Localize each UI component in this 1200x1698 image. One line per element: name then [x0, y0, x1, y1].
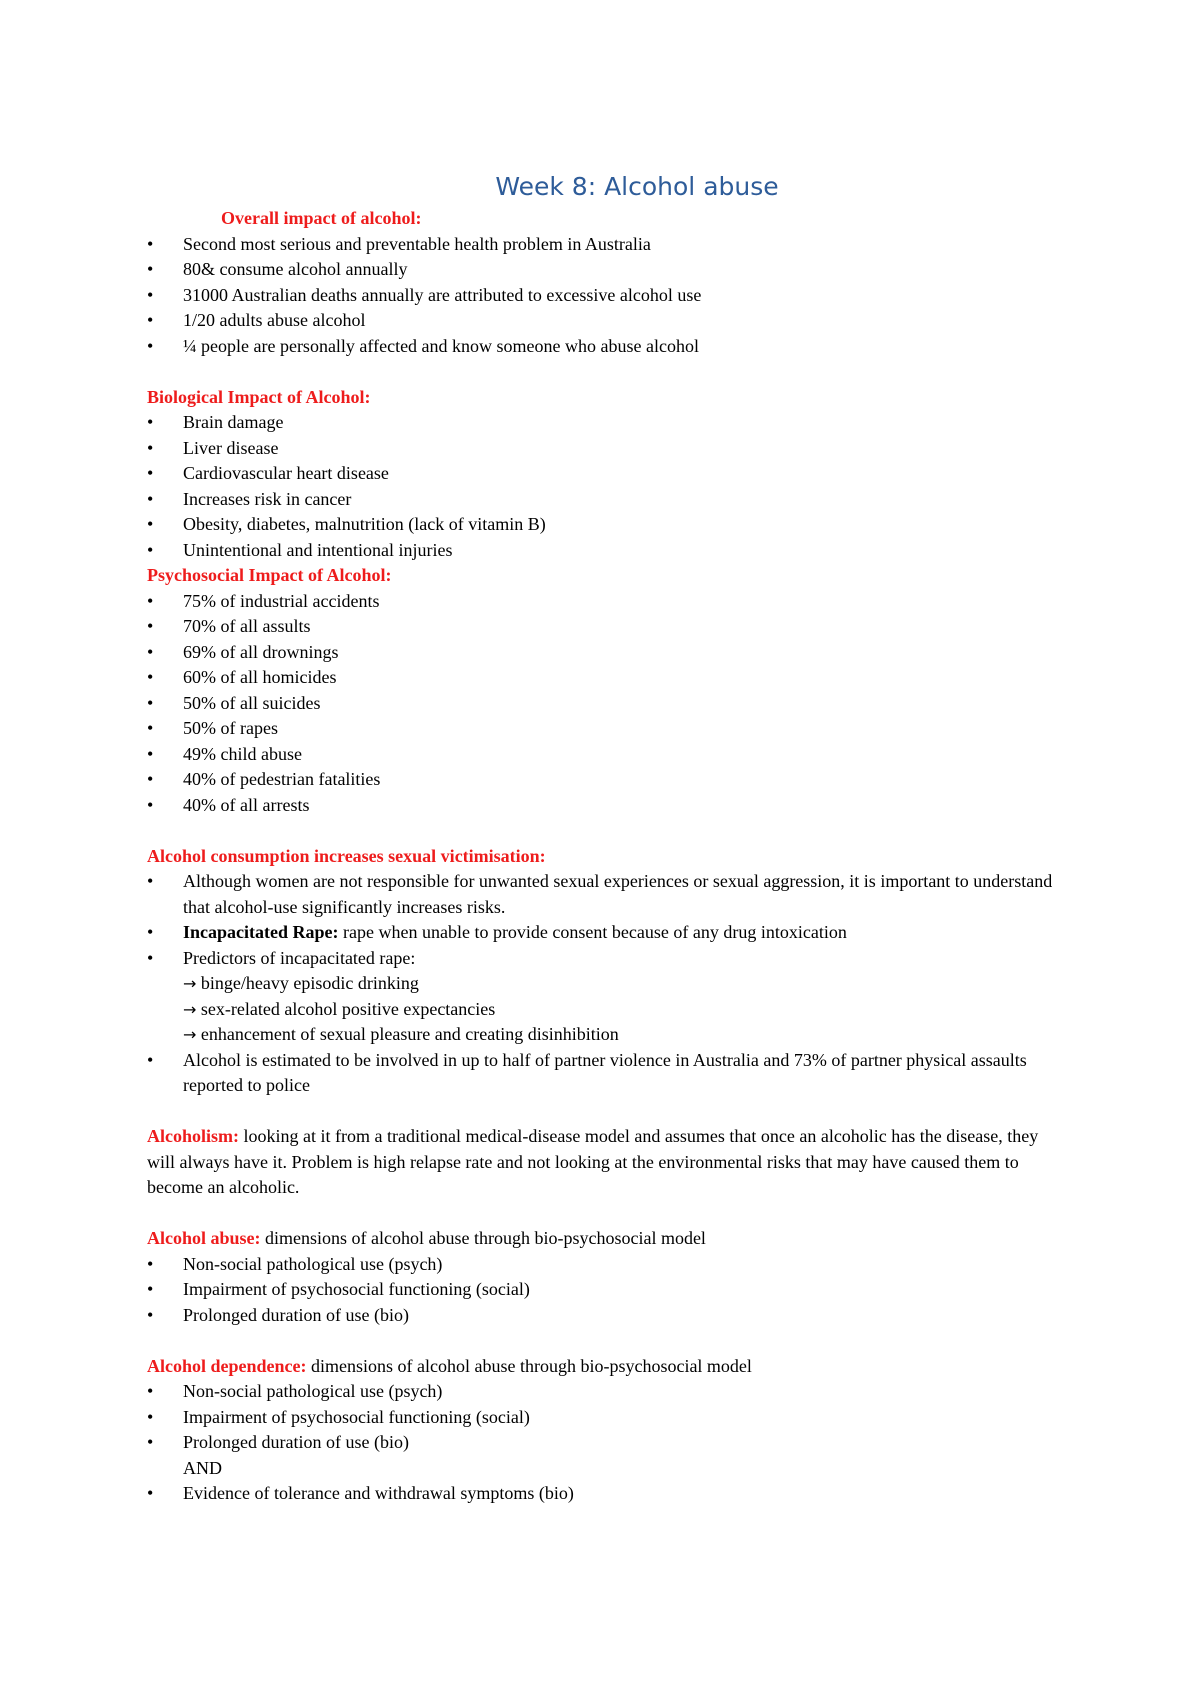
- predictor-text: enhancement of sexual pleasure and creating disinhibition: [196, 1024, 619, 1044]
- list-item: • 50% of rapes: [147, 716, 1067, 742]
- overall-impact-heading: Overall impact of alcohol:: [221, 208, 422, 228]
- list-item: • 40% of pedestrian fatalities: [147, 767, 1067, 793]
- list-item: • Although women are not responsible for unwanted sexual experiences or sexual aggression, it is important to understand that alcohol-use significantly increases risks.: [147, 869, 1067, 920]
- predictors-label: Predictors of incapacitated rape:: [183, 947, 416, 968]
- alcohol-dependence-label: Alcohol dependence:: [147, 1355, 307, 1376]
- list-item: • Non-social pathological use (psych): [147, 1252, 1067, 1278]
- alcohol-dependence-list: [147, 1379, 1067, 1507]
- incapacitated-rape-text: rape when unable to provide consent because of any drug intoxication: [338, 922, 847, 942]
- incapacitated-rape-label: Incapacitated Rape:: [183, 922, 339, 942]
- list-item: • 50% of all suicides: [147, 691, 1067, 717]
- predictor-text: sex-related alcohol positive expectancies: [196, 998, 496, 1019]
- list-item: • Impairment of psychosocial functioning (social): [147, 1277, 1067, 1303]
- list-item: • 31000 Australian deaths annually are attributed to excessive alcohol use: [147, 283, 1067, 309]
- predictor-line: [183, 997, 1067, 1023]
- list-item: [147, 946, 1067, 1048]
- list-item: • Second most serious and preventable health problem in Australia: [147, 232, 1067, 258]
- list-item: • ¼ people are personally affected and know someone who abuse alcohol: [147, 334, 1067, 360]
- predictor-text: binge/heavy episodic drinking: [196, 973, 419, 993]
- list-item: [147, 920, 1067, 946]
- list-item-text: Prolonged duration of use (bio): [183, 1432, 409, 1452]
- alcohol-dependence-paragraph: [147, 1354, 1067, 1380]
- list-item: • Impairment of psychosocial functioning (social): [147, 1405, 1067, 1431]
- list-item: • 75% of industrial accidents: [147, 589, 1067, 615]
- alcoholism-text: looking at it from a traditional medical-disease model and assumes that once an alcoholic has the disease, they will always have it. Problem is high relapse rate and not looking at the environmental risks that may have caused them to become an alcoholic.: [147, 1126, 1039, 1197]
- list-item: • 49% child abuse: [147, 742, 1067, 768]
- list-item: • Brain damage: [147, 410, 1067, 436]
- alcohol-abuse-list: [147, 1252, 1067, 1329]
- predictor-line: [183, 971, 1067, 997]
- list-item: • Unintentional and intentional injuries: [147, 538, 1067, 564]
- list-item: • 40% of all arrests: [147, 793, 1067, 819]
- alcoholism-label: Alcoholism:: [147, 1126, 239, 1146]
- victimisation-list: [147, 869, 1067, 1099]
- biological-impact-list: [147, 410, 1067, 563]
- and-connector: AND: [183, 1457, 222, 1478]
- psychosocial-impact-list: [147, 589, 1067, 819]
- document-page: [147, 172, 1067, 1507]
- list-item: • Obesity, diabetes, malnutrition (lack of vitamin B): [147, 512, 1067, 538]
- overall-impact-list: [147, 232, 1067, 360]
- list-item: • 69% of all drownings: [147, 640, 1067, 666]
- predictor-line: [183, 1022, 1067, 1048]
- list-item: • Liver disease: [147, 436, 1067, 462]
- list-item: • 60% of all homicides: [147, 665, 1067, 691]
- list-item: • 80& consume alcohol annually: [147, 257, 1067, 283]
- list-item: • Alcohol is estimated to be involved in up to half of partner violence in Australia and 73% of partner physical assaults reported to police: [147, 1048, 1067, 1099]
- list-item: • 1/20 adults abuse alcohol: [147, 308, 1067, 334]
- list-item: • Increases risk in cancer: [147, 487, 1067, 513]
- right-arrow-icon: →: [183, 1025, 197, 1044]
- alcoholism-paragraph: [147, 1124, 1067, 1201]
- right-arrow-icon: →: [183, 974, 197, 993]
- list-item: • 70% of all assults: [147, 614, 1067, 640]
- page-title: Week 8: Alcohol abuse: [495, 172, 779, 201]
- alcohol-dependence-text: dimensions of alcohol abuse through bio-psychosocial model: [306, 1355, 752, 1376]
- alcohol-abuse-paragraph: [147, 1226, 1067, 1252]
- right-arrow-icon: →: [183, 999, 197, 1019]
- victimisation-heading: Alcohol consumption increases sexual victimisation:: [147, 845, 546, 866]
- alcohol-abuse-label: Alcohol abuse:: [147, 1228, 261, 1248]
- list-item: • Prolonged duration of use (bio): [147, 1303, 1067, 1329]
- list-item: • Non-social pathological use (psych): [147, 1379, 1067, 1405]
- psychosocial-impact-heading: Psychosocial Impact of Alcohol:: [147, 565, 392, 585]
- biological-impact-heading: Biological Impact of Alcohol:: [147, 386, 371, 407]
- list-item: • Evidence of tolerance and withdrawal symptoms (bio): [147, 1481, 1067, 1507]
- list-item: [147, 1430, 1067, 1481]
- list-item: • Cardiovascular heart disease: [147, 461, 1067, 487]
- alcohol-abuse-text: dimensions of alcohol abuse through bio-psychosocial model: [260, 1228, 706, 1248]
